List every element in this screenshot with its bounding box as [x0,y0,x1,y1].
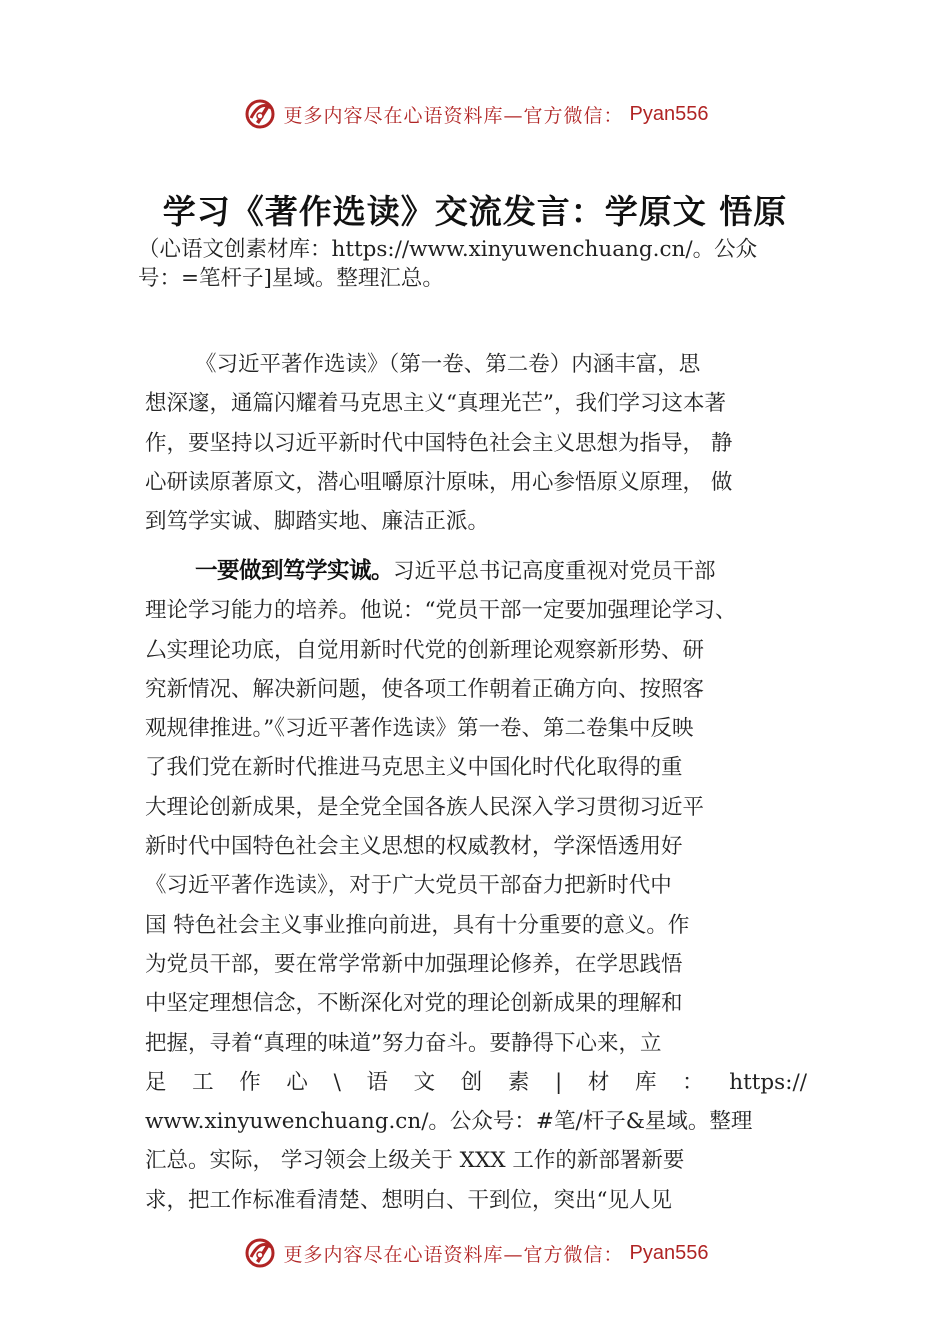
brand-logo-icon [242,1235,278,1271]
text-line: 国 特色社会主义事业推向前进，具有十分重要的意义。作 [145,912,690,938]
text-line: 究新情况、解决新问题，使各项工作朝着正确方向、按照客 [145,676,705,702]
text-line: 汇总。实际， 学习领会上级关于 XXX 工作的新部署新要 [145,1148,685,1174]
text-line: 想深邃，通篇闪耀着马克思主义“真理光芒”，我们学习这本著 [145,391,726,417]
text-line: www.xinyuwenchuang.cn/。公众号：#笔/杆子&星域。整理 [145,1109,753,1135]
text-line: 新时代中国特色社会主义思想的权威教材，学深悟透用好 [145,834,683,860]
text-line: 了我们党在新时代推进马克思主义中国化时代化取得的重 [145,755,683,781]
banner-wechat-id: Pyan556 [629,102,709,125]
source-note [138,235,828,293]
text-line: 到笃学实诚、脚踏实地、廉洁正派。 [145,509,490,535]
paragraph-2 [145,551,807,1220]
text-line: 《习近平著作选读》（第一卷、第二卷）内涵丰富，思 [195,352,701,377]
banner-text: 更多内容尽在心语资料库—官方微信： [283,104,624,127]
banner-text: 更多内容尽在心语资料库—官方微信： [283,1243,624,1266]
paragraph-1 [145,345,807,541]
text-line: 《习近平著作选读》，对于广大党员干部奋力把新时代中 [145,873,672,899]
text-line: 中坚定理想信念，不断深化对党的理论创新成果的理解和 [145,991,683,1017]
text-line: 为党员干部，要在常学常新中加强理论修养，在学思践悟 [145,951,683,977]
text-line: 作，要坚持以习近平新时代中国特色社会主义思想为指导， 静 [145,430,733,456]
section-lead: 一要做到笃学实诚。 [195,558,394,583]
text-line: 理论学习能力的培养。他说：“党员干部一定要加强理论学习、 [145,598,737,624]
text-line: 心研读原著原文，潜心咀嚼原汁原味，用心参悟原义原理， 做 [145,469,733,495]
source-line-1: （心语文创素材库：https://www.xinyuwenchuang.cn/。公众 [138,237,758,262]
brand-logo-icon [242,96,278,132]
document-title: 学习《著作选读》交流发言：学原文 悟原 [162,192,788,231]
text-line: 一要做到笃学实诚。习近平总书记高度重视对党员干部 [195,558,716,584]
footer-banner [0,1233,950,1273]
text-line: ⼛实理论功底，自觉用新时代党的创新理论观察新形势、研 [145,637,705,663]
text-line: 把握，寻着“真理的味道”努力奋斗。要静得下心来，立 [145,1030,662,1056]
text-line: 求，把工作标准看清楚、想明白、干到位，突出“见人见 [145,1187,672,1213]
text-line: 大理论创新成果，是全党全国各族人民深入学习贯彻习近平 [145,794,705,820]
source-line-2: 号：=笔杆子]星域。整理汇总。 [138,266,444,291]
text-line: 观规律推进。”《习近平著作选读》第一卷、第二卷集中反映 [145,716,694,742]
header-banner [0,94,950,134]
spread-text-line: 足 工 作 心 \ 语 文 创 素 | 材 库 ： https:// [145,1069,807,1095]
banner-wechat-id: Pyan556 [629,1241,709,1264]
